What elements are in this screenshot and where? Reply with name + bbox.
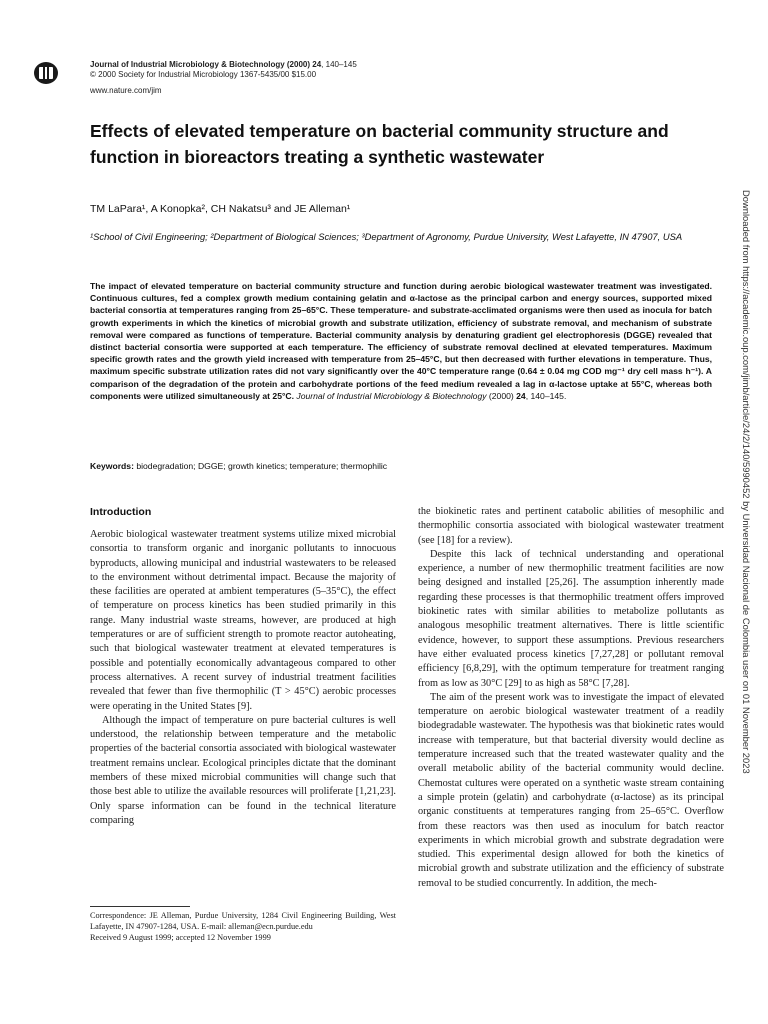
left-paragraph: Although the impact of temperature on pure bacterial cultures is well understood, the relationship between temperature and the metabolic properties of the bacterial consortia associated with biological wastewater treatment remains unclear. Ecological principles dictate that the dominant members of these mixed microbial communities will change such that those best able to utilize the available resources will proliferate [1,21,23]. Only sparse information can be found in the technical literature comparing [90,714,396,826]
footnote-divider [90,906,190,907]
copyright-line: © 2000 Society for Industrial Microbiology 1367-5435/00 $15.00 [90,70,317,79]
abstract-citation-pages: , 140–145. [525,390,567,401]
abstract [90,280,712,402]
affiliations: ¹School of Civil Engineering; ²Department of Biological Sciences; ³Department of Agronomy, Purdue University, West Lafayette, IN 47907, USA [90,231,683,242]
footnote [90,910,396,943]
article-title: Effects of elevated temperature on bacterial community structure and function in bioreactors treating a synthetic wastewater [90,121,669,167]
received-date: Received 9 August 1999; accepted 12 November 1999 [90,933,271,942]
keywords-line [90,461,710,471]
abstract-citation-volume: 24 [516,390,526,401]
right-paragraph: the biokinetic rates and pertinent catabolic abilities of mesophilic and thermophilic consortia associated with biological wastewater treatment (see [18] for a review). [418,506,724,546]
journal-url-link[interactable]: www.nature.com/jim [90,86,162,95]
download-watermark: Downloaded from https://academic.oup.com/jimb/article/24/2/140/5990452 by Universidad Nacional de Colombia user on 01 November 2023 [741,190,752,774]
journal-name: Journal of Industrial Microbiology & Biotechnology (2000) [90,60,311,69]
right-paragraph: Despite this lack of technical understanding and operational experience, a number of new thermophilic treatment facilities are now being designed and installed [25,26]. The assumption inherently made regarding these processes is that thermophilic treatment offers improved biokinetic rates with similar abilities to metabolize pollutants as analogous mesophilic treatment alternatives. There is little scientific evidence, however, to support these assumptions. Previous researchers have either evaluated process kinetics [7,27,28] or pollutant removal efficiency [6,8,29], with the optimum temperature for treatment ranging from as low as 30°C [29] to as high as 58°C [7,28]. [418,548,724,689]
abstract-citation-journal: Journal of Industrial Microbiology & Biotechnology [294,390,487,401]
right-column [418,505,724,891]
abstract-body: The impact of elevated temperature on bacterial community structure and function during aerobic biological wastewater treatment was investigated. Continuous cultures, fed a complex growth medium containing gelatin and α-lactose as the principal carbon and energy sources, supported mixed bacterial consortia at temperatures ranging from 25–65°C. These temperature- and substrate-acclimated organisms were then used as inocula for batch growth experiments in which the kinetics of microbial growth and substrate utilization, efficiency of substrate removal, and mechanism of substrate removal were compared as functions of temperature. Bacterial community analysis by denaturing gradient gel electrophoresis (DGGE) revealed that distinct bacterial consortia were supported at each temperature. The efficiency of substrate removal declined at elevated temperatures. Maximum specific growth rates and the growth yield increased with temperature from 25–45°C, but then decreased with further elevations in temperature. Thus, maximum specific substrate utilization rates did not vary significantly over the 40°C temperature range (0.64 ± 0.04 mg COD mg⁻¹ dry cell mass h⁻¹). A comparison of the degradation of the protein and carbohydrate portions of the feed medium revealed a lag in α-lactose uptake at 55°C, whereas both components were utilized simultaneously at 25°C. [90,281,712,401]
right-paragraph: The aim of the present work was to investigate the impact of elevated temperature on aerobic biological wastewater treatment of a readily biodegradable wastewater. The hypothesis was that biokinetic rates would increase with temperature, but that bacterial diversity would decline as temperature increased such that the treated wastewater quality and the overall metabolic ability of the bacterial community would decline. Chemostat cultures were operated on a synthetic waste stream containing a simple protein (gelatin) and carbohydrate (α-lactose) as its principal organic constituents at temperatures ranging from 25–65°C. Overflow from these reactors was then used as inoculum for batch reactor experiments in which microbial growth and substrate degradation were studied. This experimental design allowed for both the kinetics of microbial growth and substrate utilization and the efficiency of substrate removal to be studied concurrently. In addition, the mech- [418,691,724,889]
left-paragraph: Aerobic biological wastewater treatment systems utilize mixed microbial consortia to transform organic and inorganic pollutants to innocuous byproducts, allowing municipal and industrial wastewaters to be released to the environment without detrimental impact. Because the majority of these facilities are operated at ambient temperatures (5–35°C), the effect of temperature on process kinetics has been studied primarily in this range. Many industrial waste streams, however, are produced at high temperatures or are of sufficient strength to promote reactor autoheating, such that biological wastewater treatment at elevated temperatures is possible and potentially economically advantageous compared to other process alternatives. A recent survey of industrial treatment facilities revealed that fewer than five thermophilic (T > 45°C) aerobic processes were operating in the United States [9]. [90,529,396,712]
left-column [90,506,396,828]
keywords-label: Keywords: [90,461,134,471]
journal-pages: , 140–145 [321,60,357,69]
abstract-citation-year: (2000) [486,390,517,401]
publisher-logo-icon [34,62,58,84]
introduction-heading: Introduction [90,506,152,518]
journal-volume: 24 [312,60,322,69]
journal-header [90,60,590,96]
keywords-list: biodegradation; DGGE; growth kinetics; temperature; thermophilic [133,461,388,471]
author-list: TM LaPara¹, A Konopka², CH Nakatsu³ and JE Alleman¹ [90,203,351,215]
correspondence-note: Correspondence: JE Alleman, Purdue University, 1284 Civil Engineering Building, West Lafayette, IN 47907-1284, USA. E-mail: alleman@ecn.purdue.edu [90,911,396,931]
